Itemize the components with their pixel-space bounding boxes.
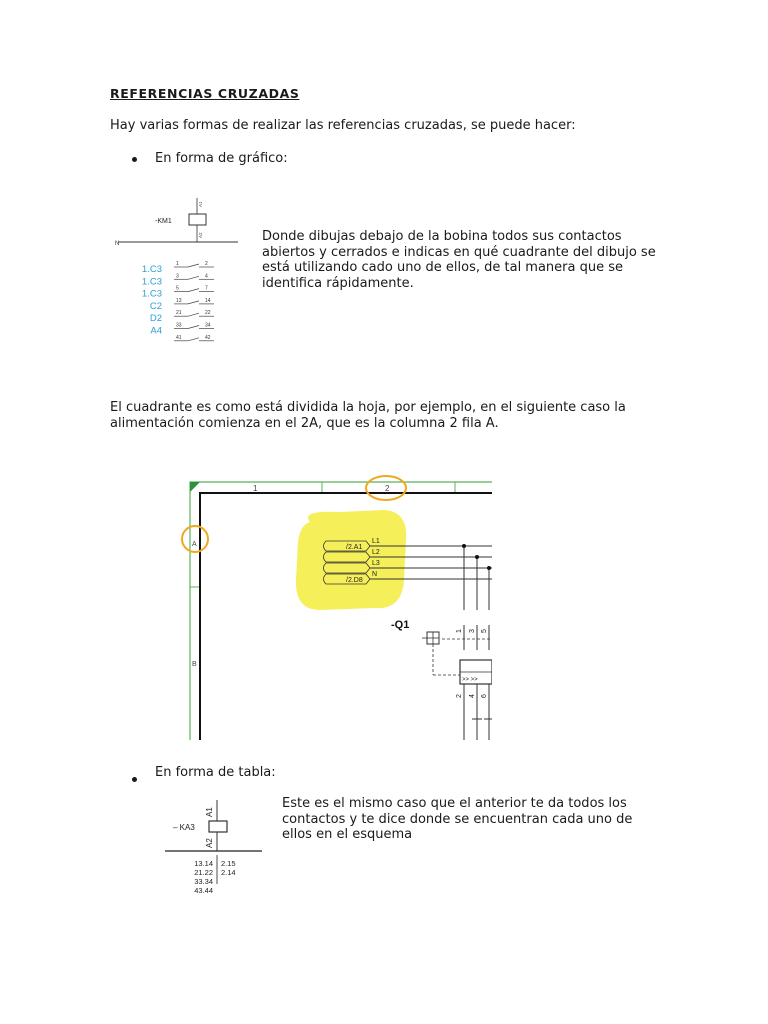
pole-top-label: 1	[456, 629, 463, 633]
contact-terminal-a: 5	[176, 285, 179, 292]
coil-label: – KA3	[173, 823, 195, 832]
coil-bottom-terminal: A2	[205, 838, 214, 848]
bullet-dot	[132, 777, 137, 782]
bullet-table-text: En forma de tabla:	[155, 765, 276, 780]
junction-dot	[462, 544, 466, 548]
row-label: A	[192, 541, 197, 548]
contact-row	[174, 286, 214, 292]
row-highlight-circle	[182, 526, 208, 552]
junction-dot	[487, 566, 491, 570]
table-contact: 33.34	[194, 877, 213, 886]
contact-terminal-a: 21	[176, 310, 182, 317]
coil-top-terminal: A1	[198, 201, 203, 207]
intro-text: Hay varias formas de realizar las referencias cruzadas, se puede hacer:	[110, 118, 576, 133]
pole-bottom-label: 4	[469, 694, 476, 698]
contact-row	[174, 323, 214, 329]
table-reference: 2.15	[221, 859, 236, 868]
column-label: 1	[253, 484, 258, 493]
pole-bottom-label: 2	[456, 694, 463, 698]
bus-ref-label: L1	[372, 538, 380, 545]
bus-ref-label: L3	[372, 560, 380, 567]
contact-terminal-b: 22	[205, 310, 211, 317]
bus-ref-label: /2.A1	[346, 544, 363, 551]
bullet-graph-text: En forma de gráfico:	[155, 151, 288, 166]
contact-terminal-a: 3	[176, 273, 179, 280]
contact-reference: C2	[149, 300, 162, 312]
table-reference: 2.14	[221, 868, 236, 877]
contact-terminal-b: 4	[205, 273, 208, 280]
pole-top-label: 5	[481, 629, 488, 633]
highlight-blob	[296, 510, 406, 610]
bus-ref-label: N	[372, 571, 378, 578]
coil-symbol	[189, 214, 206, 225]
junction-dot	[475, 555, 479, 559]
refs-group	[142, 264, 162, 337]
contact-row	[174, 335, 214, 341]
contact-row	[174, 273, 214, 279]
contact-reference: D2	[149, 313, 162, 325]
contact-reference: 1.C3	[141, 264, 162, 275]
table-contact: 13.14	[194, 859, 213, 868]
contact-terminal-a: 33	[176, 322, 182, 329]
table-contact: 21.22	[194, 868, 213, 877]
pole-top-label: 3	[469, 629, 476, 633]
page-title: REFERENCIAS CRUZADAS	[110, 86, 300, 101]
coil-bottom-terminal: A2	[198, 232, 203, 238]
reference-table	[194, 859, 235, 895]
contact-terminal-a: 1	[176, 261, 179, 267]
contact-reference: A4	[150, 325, 162, 337]
bullet-dot	[132, 157, 137, 162]
coil-contacts-figure	[110, 190, 245, 350]
frame-corner	[190, 482, 200, 492]
bus-ref-label: L2	[372, 549, 380, 556]
coil-top-terminal: A1	[205, 807, 214, 817]
breaker-label: -Q1	[391, 619, 410, 631]
line-label: N	[115, 241, 120, 247]
table-description: Este es el mismo caso que el anterior te da todos los contactos y te dice donde se encuentran cada uno de ellos en el esquema	[282, 796, 633, 842]
coil-table-figure	[165, 798, 270, 908]
pole-bottom-label: 6	[481, 694, 488, 698]
coil-label: -KM1	[155, 218, 172, 225]
graph-description: Donde dibujas debajo de la bobina todos sus contactos abiertos y cerrados e indicas en qué cuadrante del dibujo se está utilizando cado uno de ellos, de tal manera que se identifica rápidamente.	[262, 229, 656, 291]
breaker-trip-marks: >> >>	[462, 677, 478, 683]
contact-reference: 1.C3	[141, 288, 162, 300]
contact-terminal-b: 34	[205, 322, 211, 329]
contact-row	[174, 261, 214, 267]
contact-reference: 1.C3	[141, 276, 162, 288]
contact-terminal-a: 41	[176, 334, 182, 341]
contact-row	[174, 310, 214, 316]
contact-terminal-b: 42	[205, 334, 211, 341]
coil-symbol	[209, 821, 227, 832]
quadrant-paragraph: El cuadrante es como está dividida la hoja, por ejemplo, en el siguiente caso la alimentación comienza en el 2A, que es la columna 2 fila A.	[110, 400, 626, 431]
contact-terminal-b: 14	[205, 297, 211, 304]
table-contact: 43.44	[194, 886, 213, 895]
schematic-figure	[180, 470, 492, 740]
column-label: 2	[385, 484, 390, 493]
contacts-group	[174, 261, 214, 341]
contact-row	[174, 298, 214, 304]
contact-terminal-a: 13	[176, 297, 182, 304]
bus-ref-label: /2.D8	[346, 577, 363, 584]
contact-terminal-b: 7	[205, 285, 208, 292]
row-label: B	[192, 661, 197, 668]
contact-terminal-b: 2	[205, 261, 208, 267]
